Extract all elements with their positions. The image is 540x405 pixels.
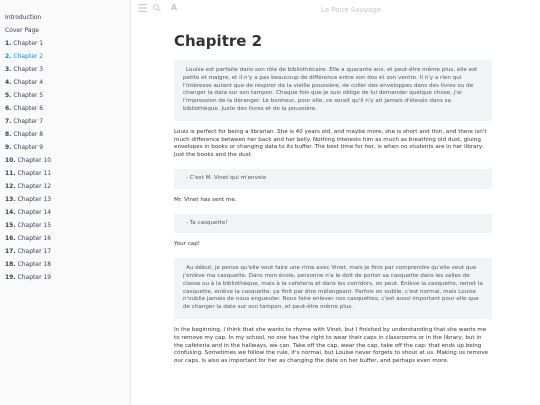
chapter-number: 11.	[5, 170, 16, 177]
chapter-label: Chapter 10	[17, 157, 52, 164]
chapter-number: 17.	[5, 248, 16, 255]
chapter-label: Chapter 9	[13, 144, 44, 151]
chapter-number: 18.	[5, 261, 16, 268]
chapter-label: Chapter 4	[13, 79, 44, 86]
menu-icon[interactable]	[137, 4, 147, 16]
chapter-number: 16.	[5, 235, 16, 242]
sidebar-item-chapter-18[interactable]	[0, 258, 130, 271]
sidebar-item-chapter-8[interactable]	[0, 128, 130, 141]
chapter-label: Chapter 3	[13, 66, 44, 73]
chapter-number: 1.	[5, 40, 12, 47]
sidebar-item-chapter-11[interactable]	[0, 167, 130, 180]
chapter-number: 2.	[5, 53, 12, 60]
chapter-label: Chapter 13	[17, 196, 52, 203]
chapter-number: 4.	[5, 79, 12, 86]
search-icon[interactable]	[152, 4, 162, 16]
chapter-label: Chapter 12	[17, 183, 52, 190]
chapter-number: 15.	[5, 222, 16, 229]
sidebar-item-chapter-5[interactable]	[0, 89, 130, 102]
chapter-label: Chapter 19	[17, 274, 52, 281]
sidebar-item-chapter-13[interactable]	[0, 193, 130, 206]
chapter-label: Chapter 16	[17, 235, 52, 242]
sidebar-item-chapter-6[interactable]	[0, 102, 130, 115]
chapter-label: Chapter 1	[13, 40, 44, 47]
english-paragraph: Your cap!	[174, 241, 201, 248]
chapter-label: Chapter 8	[13, 131, 44, 138]
french-paragraph: - Ta casquette!	[174, 214, 492, 234]
chapter-number: 13.	[5, 196, 16, 203]
page-title: Chapitre 2	[174, 32, 263, 50]
chapter-label: Chapter 5	[13, 92, 44, 99]
english-paragraph: Mr. Vinet has sent me.	[174, 196, 237, 203]
chapter-label: Chapter 2	[13, 53, 44, 60]
sidebar-item-chapter-17[interactable]	[0, 245, 130, 258]
english-paragraph: Louis is perfect for being a librarian. She is 40 years old, and maybe more, she is short and thin, and there isn't much difference between her back and her belly. Nothing interests him as much as breathing old dust, gluing envelopes in books or changing data to its buffer. The best time for her, is when no students are in her library. Just the books and the dust.	[174, 128, 487, 159]
chapter-label: Chapter 18	[17, 261, 52, 268]
chapter-number: 14.	[5, 209, 16, 216]
chapter-list	[0, 37, 130, 284]
sidebar-item-chapter-4[interactable]	[0, 76, 130, 89]
sidebar-toc	[0, 0, 131, 405]
chapter-number: 7.	[5, 118, 12, 125]
chapter-label: Chapter 15	[17, 222, 52, 229]
english-paragraph: In the beginning, I think that she wants to rhyme with Vinet, but I finished by understanding that she wants me to remove my cap. In my school, no one has the right to wear their caps in classrooms or in the library, but in the cafeteria and in the hallways, we can. Take off the cap, wear the cap, take off the cap: that ends up being confusing. Sometimes we follow the rule, it's normal, but Louise never forgets to shout at us. Making us remove our caps, is also as important for her as changing the date on her buffer, and perhaps even more.	[174, 326, 489, 365]
sidebar-item-chapter-19[interactable]	[0, 271, 130, 284]
chapter-label: Chapter 11	[17, 170, 52, 177]
sidebar-item-chapter-12[interactable]	[0, 180, 130, 193]
sidebar-item-chapter-10[interactable]	[0, 154, 130, 167]
french-paragraph: Louise est parfaite dans son rôle de bibliothécaire. Elle a quarante ans, et peut-être même plus, elle est petite et maigre, et il n'y a pas beaucoup de différence entre son dos et son ventre. Il n'y a rien qui l'intéresse autant que de respirer de la vieille poussière, de coller des enveloppes dans des livres ou de changer la data sur son tampon. Chaque fois que je suis oblige de lui demander quelque chose, j'ai l'impression de la déranger. Le bonheur, pour elle, ce serait qu'il n'y ait jamais d'élevés dans sa bibliothèque. Juste des livres et de la poussière.	[174, 60, 492, 121]
chapter-number: 8.	[5, 131, 12, 138]
sidebar-item-introduction[interactable]: Introduction	[5, 14, 42, 21]
sidebar-item-chapter-2[interactable]	[0, 50, 130, 63]
sidebar-item-cover-page[interactable]: Cover Page	[5, 27, 40, 34]
chapter-label: Chapter 17	[17, 248, 52, 255]
chapter-number: 10.	[5, 157, 16, 164]
chapter-label: Chapter 14	[17, 209, 52, 216]
chapter-content	[174, 32, 492, 375]
chapter-number: 9.	[5, 144, 12, 151]
sidebar-item-chapter-14[interactable]	[0, 206, 130, 219]
chapter-number: 3.	[5, 66, 12, 73]
chapter-label: Chapter 7	[13, 118, 44, 125]
sidebar-item-chapter-15[interactable]	[0, 219, 130, 232]
font-settings-icon[interactable]: A	[170, 3, 178, 12]
sidebar-item-chapter-7[interactable]	[0, 115, 130, 128]
sidebar-item-chapter-9[interactable]	[0, 141, 130, 154]
chapter-label: Chapter 6	[13, 105, 44, 112]
french-paragraph: Au début, je pense qu'elle veut faire une rime avec Vinet, mais je finis par comprendre qu'elle veut que j'enlève ma casquette. Dans mon école, personne n'a le doit de porter sa casquette dans les salles de classe ou à la bibliothèque, mais à la cafeteria et dans les corridors, on peut. Enlève la casquette, remet la casquette, enlève la casquette: ça finit par être mélangeant. Parfois on oublie, c'est normal, mais Louise n'oublie jamais de nous engueuler. Nous faire enlever nos casquettes, c'est aussi important pour elle que de changer la date sur son tampon, et peut-être même plus.	[174, 258, 492, 319]
chapter-number: 12.	[5, 183, 16, 190]
chapter-number: 6.	[5, 105, 12, 112]
sidebar-item-chapter-16[interactable]	[0, 232, 130, 245]
toolbar	[131, 0, 540, 22]
book-title: La Poire Sauvage	[320, 6, 382, 14]
chapter-number: 19.	[5, 274, 16, 281]
sidebar-item-chapter-1[interactable]	[0, 37, 130, 50]
french-paragraph: - C'est M. Vinet qui m'envoie	[174, 169, 492, 189]
chapter-number: 5.	[5, 92, 12, 99]
sidebar-item-chapter-3[interactable]	[0, 63, 130, 76]
